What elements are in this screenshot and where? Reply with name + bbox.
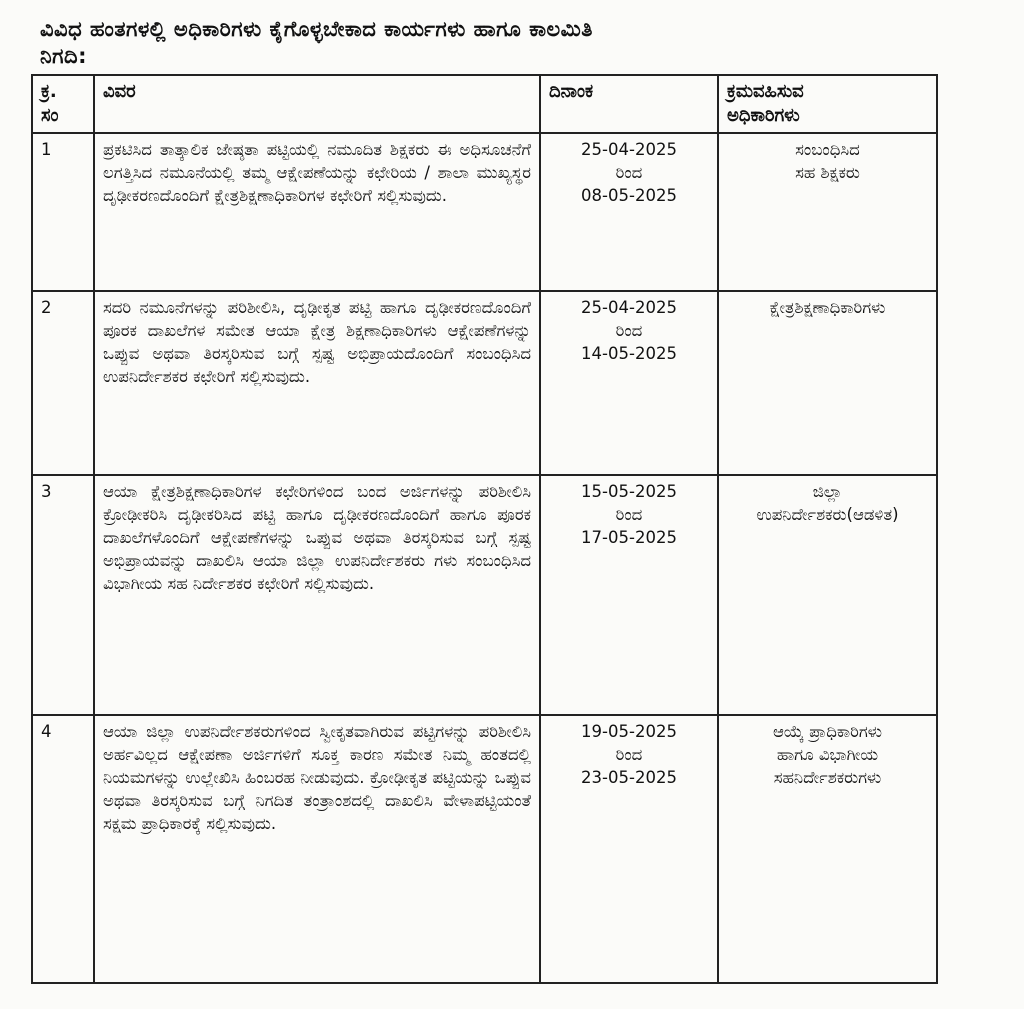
- row-serial: 4: [32, 715, 94, 983]
- date-to: 08-05-2025: [581, 186, 677, 205]
- row-serial: 2: [32, 291, 94, 475]
- date-separator: ರಿಂದ: [615, 321, 643, 340]
- date-separator: ರಿಂದ: [615, 745, 643, 764]
- row-officers: ಜಿಲ್ಲಾ ಉಪನಿರ್ದೇಶಕರು(ಆಡಳಿತ): [718, 475, 937, 715]
- heading-line-1: ವಿವಿಧ ಹಂತಗಳಲ್ಲಿ ಅಧಿಕಾರಿಗಳು ಕೈಗೊಳ್ಳಬೇಕಾದ ಕಾರ್ಯಗಳು ಹಾಗೂ ಕಾಲಮಿತಿ: [40, 17, 593, 41]
- row-description: ಆಯಾ ಜಿಲ್ಲಾ ಉಪನಿರ್ದೇಶಕರುಗಳಿಂದ ಸ್ವೀಕೃತವಾಗಿರುವ ಪಟ್ಟಿಗಳನ್ನು ಪರಿಶೀಲಿಸಿ ಅರ್ಹವಿಲ್ಲದ ಆಕ್ಷೇಪಣಾ ಅರ್ಜಿಗಳಿಗೆ ಸೂಕ್ತ ಕಾರಣ ಸಮೇತ ನಿಮ್ಮ ಹಂತದಲ್ಲಿ ನಿಯಮಗಳನ್ನು ಉಲ್ಲೇಖಿಸಿ ಹಿಂಬರಹ ನೀಡುವುದು. ಕ್ರೋಢೀಕೃತ ಪಟ್ಟಿಯನ್ನು ಒಪ್ಪುವ ಅಥವಾ ತಿರಸ್ಕರಿಸುವ ಬಗ್ಗೆ ನಿಗದಿತ ತಂತ್ರಾಂಶದಲ್ಲಿ ದಾಖಲಿಸಿ ವೇಳಾಪಟ್ಟಿಯಂತೆ ಸಕ್ಷಮ ಪ್ರಾಧಿಕಾರಕ್ಕೆ ಸಲ್ಲಿಸುವುದು.: [94, 715, 540, 983]
- date-from: 15-05-2025: [581, 482, 677, 501]
- row-description: ಪ್ರಕಟಿಸಿದ ತಾತ್ಕಾಲಿಕ ಜೇಷ್ಠತಾ ಪಟ್ಟಿಯಲ್ಲಿ ನಮೂದಿತ ಶಿಕ್ಷಕರು ಈ ಅಧಿಸೂಚನೆಗೆ ಲಗತ್ತಿಸಿದ ನಮೂನೆಯಲ್ಲಿ ತಮ್ಮ ಆಕ್ಷೇಪಣೆಯನ್ನು ಕಛೇರಿಯ / ಶಾಲಾ ಮುಖ್ಯಸ್ಥರ ದೃಢೀಕರಣದೊಂದಿಗೆ ಕ್ಷೇತ್ರಶಿಕ್ಷಣಾಧಿಕಾರಿಗಳ ಕಛೇರಿಗೆ ಸಲ್ಲಿಸುವುದು.: [94, 133, 540, 291]
- heading-line-2: ನಿಗದಿ:: [40, 44, 88, 68]
- row-serial: 3: [32, 475, 94, 715]
- header-officers: ಕ್ರಮವಹಿಸುವ ಅಧಿಕಾರಿಗಳು: [718, 75, 937, 133]
- schedule-table: [31, 74, 938, 984]
- row-officers: ಆಯ್ಕೆ ಪ್ರಾಧಿಕಾರಿಗಳು ಹಾಗೂ ವಿಭಾಗೀಯ ಸಹನಿರ್ದೇಶಕರುಗಳು: [718, 715, 937, 983]
- date-separator: ರಿಂದ: [615, 163, 643, 182]
- row-description: ಸದರಿ ನಮೂನೆಗಳನ್ನು ಪರಿಶೀಲಿಸಿ, ದೃಢೀಕೃತ ಪಟ್ಟಿ ಹಾಗೂ ದೃಢೀಕರಣದೊಂದಿಗೆ ಪೂರಕ ದಾಖಲೆಗಳ ಸಮೇತ ಆಯಾ ಕ್ಷೇತ್ರ ಶಿಕ್ಷಣಾಧಿಕಾರಿಗಳು ಆಕ್ಷೇಪಣೆಗಳನ್ನು ಒಪ್ಪುವ ಅಥವಾ ತಿರಸ್ಕರಿಸುವ ಬಗ್ಗೆ ಸ್ಪಷ್ಟ ಅಭಿಪ್ರಾಯದೊಂದಿಗೆ ಸಂಬಂಧಿಸಿದ ಉಪನಿರ್ದೇಶಕರ ಕಛೇರಿಗೆ ಸಲ್ಲಿಸುವುದು.: [94, 291, 540, 475]
- date-to: 14-05-2025: [581, 344, 677, 363]
- table-row: [32, 291, 937, 475]
- date-from: 25-04-2025: [581, 140, 677, 159]
- row-date: [540, 475, 718, 715]
- date-from: 19-05-2025: [581, 722, 677, 741]
- row-officers: ಕ್ಷೇತ್ರಶಿಕ್ಷಣಾಧಿಕಾರಿಗಳು: [718, 291, 937, 475]
- table-row: [32, 715, 937, 983]
- row-description: ಆಯಾ ಕ್ಷೇತ್ರಶಿಕ್ಷಣಾಧಿಕಾರಿಗಳ ಕಛೇರಿಗಳಿಂದ ಬಂದ ಅರ್ಜಿಗಳನ್ನು ಪರಿಶೀಲಿಸಿ ಕ್ರೋಢೀಕರಿಸಿ ದೃಢೀಕರಿಸಿದ ಪಟ್ಟಿ ಹಾಗೂ ದೃಢೀಕರಣದೊಂದಿಗೆ ಹಾಗೂ ಪೂರಕ ದಾಖಲೆಗಳೊಂದಿಗೆ ಆಕ್ಷೇಪಣೆಗಳನ್ನು ಒಪ್ಪುವ ಅಥವಾ ತಿರಸ್ಕರಿಸುವ ಬಗ್ಗೆ ಸ್ಪಷ್ಟ ಅಭಿಪ್ರಾಯವನ್ನು ದಾಖಲಿಸಿ ಆಯಾ ಜಿಲ್ಲಾ ಉಪನಿರ್ದೇಶಕರು ಗಳು ಸಂಬಂಧಿಸಿದ ವಿಭಾಗೀಯ ಸಹ ನಿರ್ದೇಶಕರ ಕಛೇರಿಗೆ ಸಲ್ಲಿಸುವುದು.: [94, 475, 540, 715]
- row-officers: ಸಂಬಂಧಿಸಿದ ಸಹ ಶಿಕ್ಷಕರು: [718, 133, 937, 291]
- date-to: 17-05-2025: [581, 528, 677, 547]
- row-date: [540, 291, 718, 475]
- date-separator: ರಿಂದ: [615, 505, 643, 524]
- header-date: ದಿನಾಂಕ: [540, 75, 718, 133]
- table-row: [32, 475, 937, 715]
- date-from: 25-04-2025: [581, 298, 677, 317]
- row-date: [540, 715, 718, 983]
- table-row: [32, 133, 937, 291]
- row-date: [540, 133, 718, 291]
- header-serial: ಕ್ರ. ಸಂ: [32, 75, 94, 133]
- header-description: ವಿವರ: [94, 75, 540, 133]
- row-serial: 1: [32, 133, 94, 291]
- date-to: 23-05-2025: [581, 768, 677, 787]
- table-header-row: [32, 75, 937, 133]
- document-heading: [40, 16, 940, 70]
